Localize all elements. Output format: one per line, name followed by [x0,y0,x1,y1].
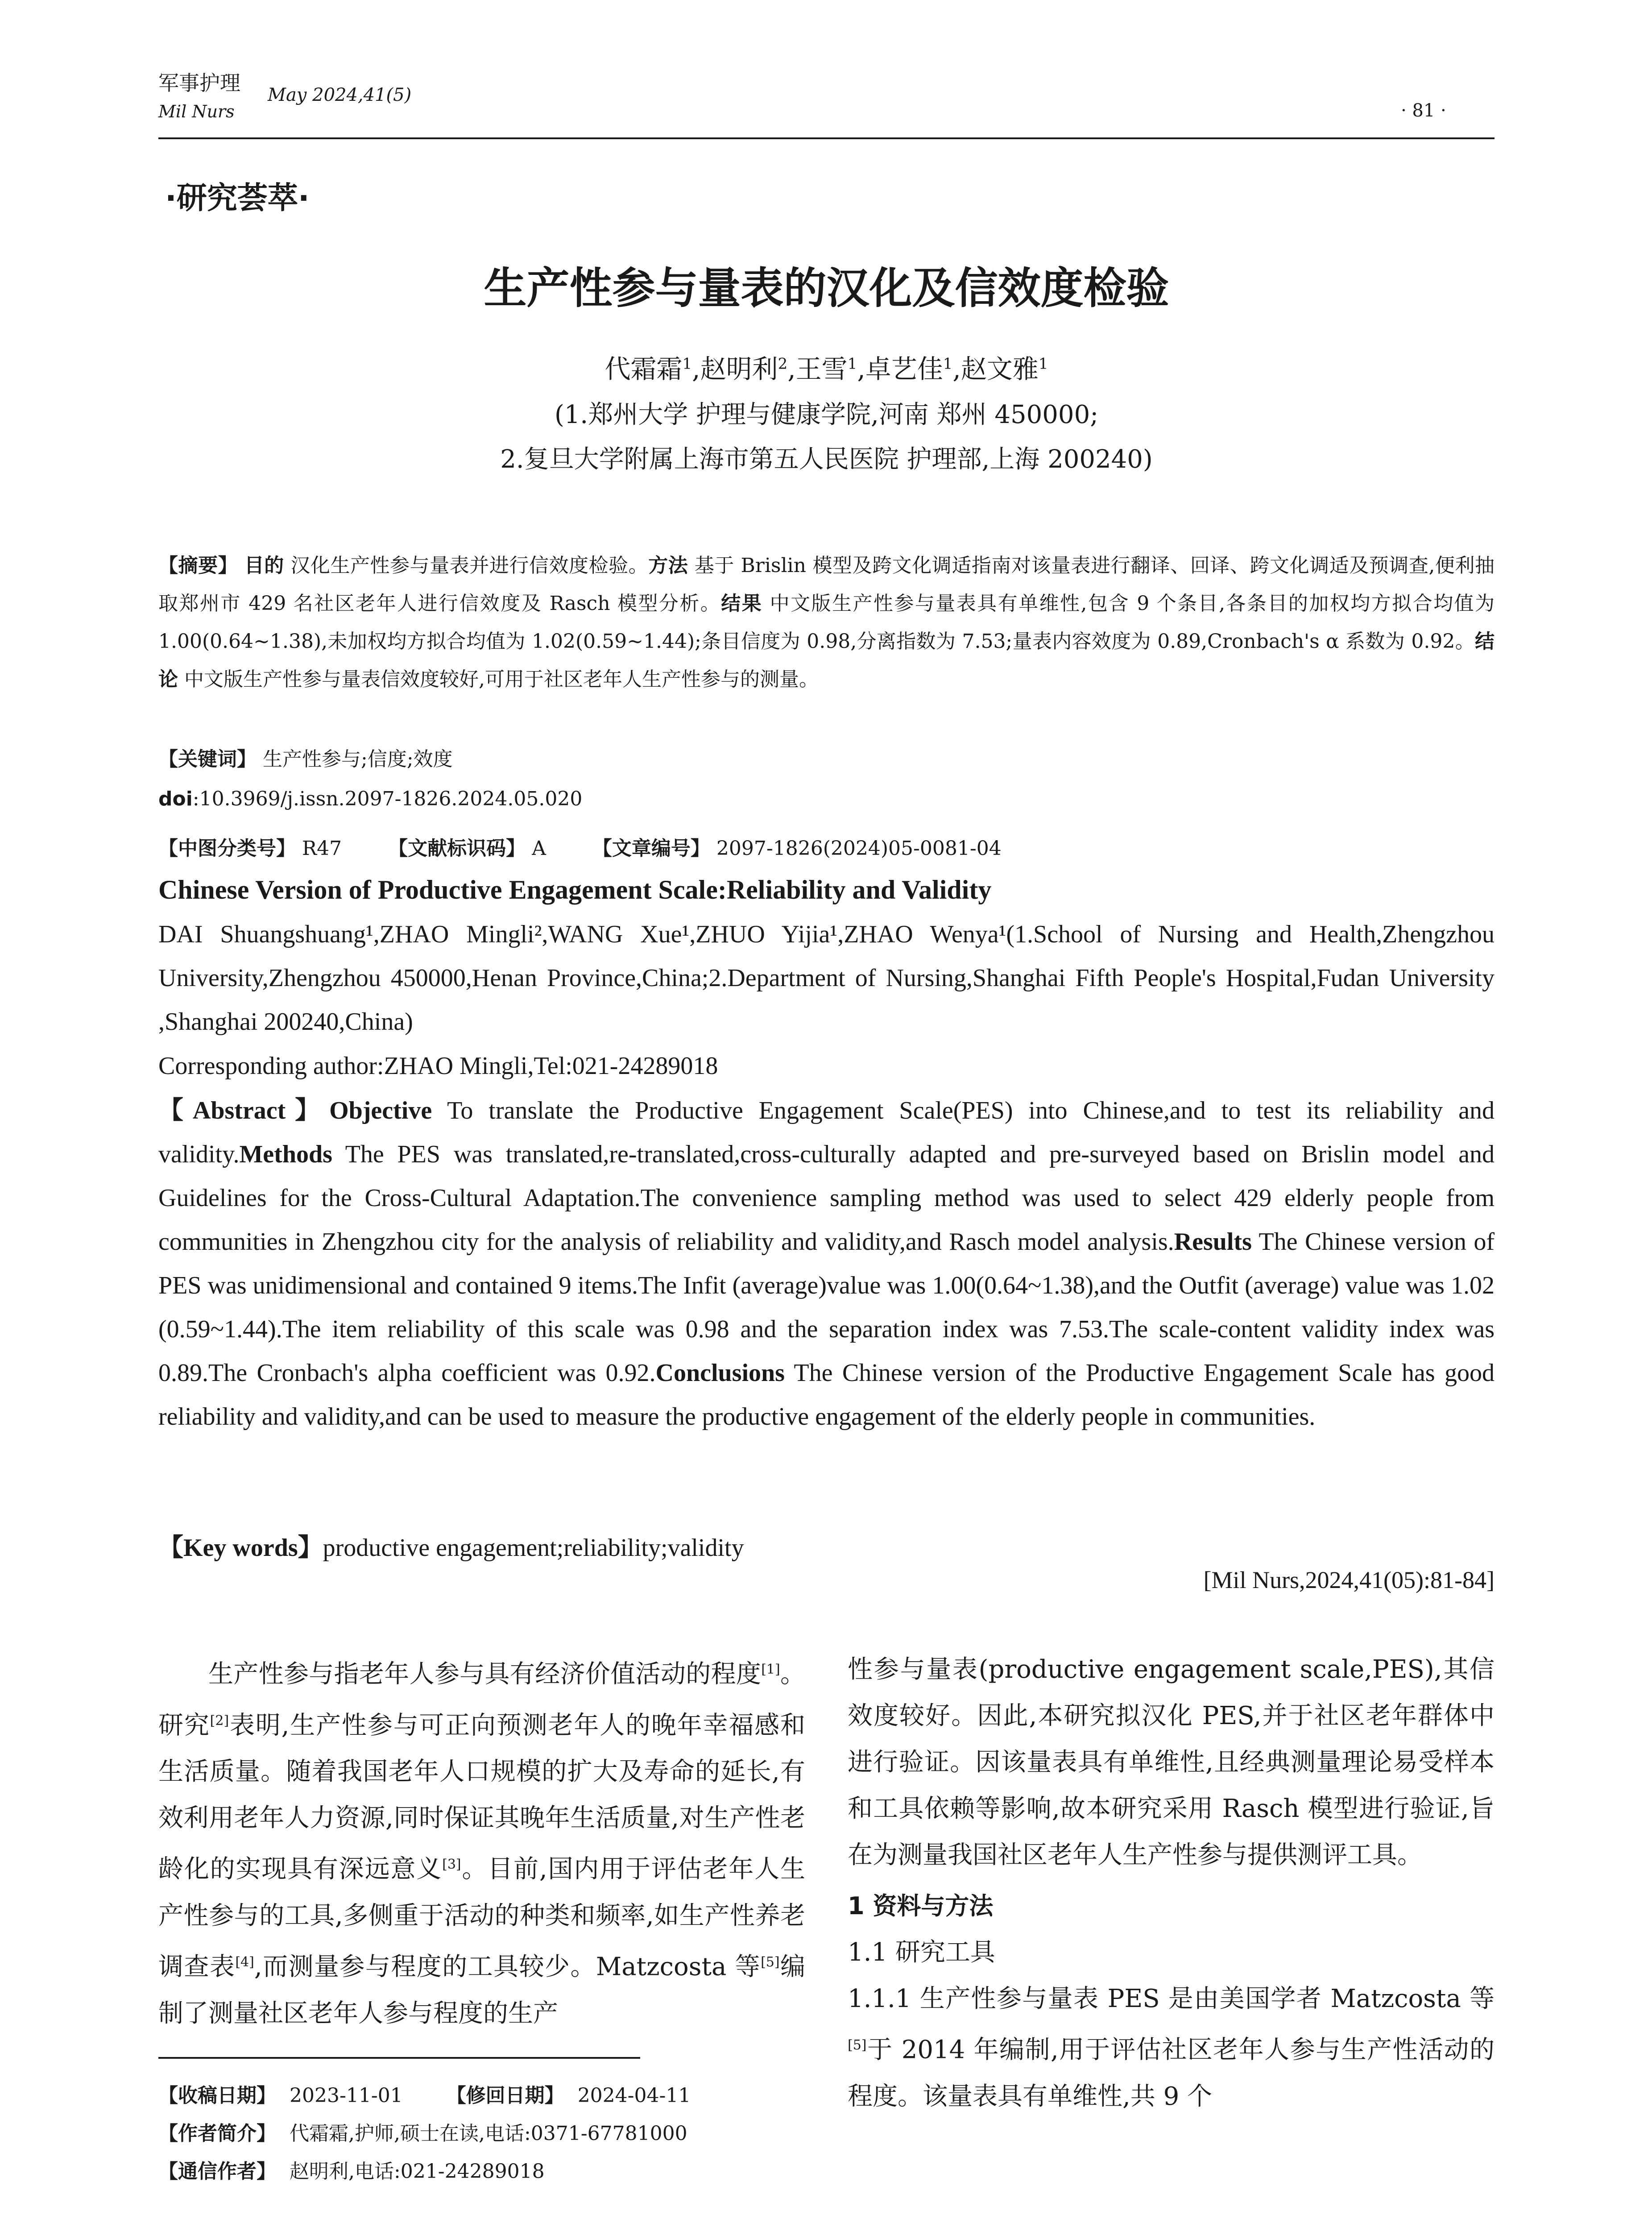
reference-mark: [3] [442,1857,461,1873]
objective-label: 目的 [244,554,284,577]
methods-text: The PES was translated,re-translated,cross-culturally adapted and pre-surveyed based on Brislin model and Guidelines for the Cross-Cultural Adaptation.The convenience sampling method was used to select 429 elderly people from communities in Zhengzhou city for the analysis of reliability and validity,and Rasch model analysis. [158,1140,1495,1256]
revised-date: 2024-04-11 [577,2084,691,2107]
abstract-label: 【Abstract】 [158,1097,330,1124]
keywords-line [158,743,453,771]
english-keywords [158,1526,1495,1570]
doi-label: doi [158,788,193,810]
reference-mark: [2] [210,1713,229,1729]
author-list: 代霜霜$^1$,赵明利$^2$,王雪$^1$,卓艺佳$^1$,赵文雅$^1$ [604,354,1048,384]
clc-label: 【中图分类号】 [158,837,296,860]
clc-value: R47 [302,837,342,860]
received-date: 2023-11-01 [290,2084,403,2107]
body-text: 表明,生产性参与可正向预测老年人的晚年幸福感和生活质量。随着我国老年人口规模的扩大及寿命的延长,有效利用老年人力资源,同时保证其晚年生活质量,对生产性老龄化的实现具有深远意义 [158,1711,805,1884]
author-affiliation-mark: 1 [1038,355,1048,373]
english-authors: DAI Shuangshuang¹,ZHAO Mingli²,WANG Xue¹,ZHUO Yijia¹,ZHAO Wenya¹(1.School of Nursing and Health,Zhengzhou University,Zhengzhou 450000,Henan Province,China;2.Department of Nursing,Shanghai Fifth People's Hospital,Fudan University ,Shanghai 200240,China) [158,921,1495,1036]
citation: [Mil Nurs,2024,41(05):81-84] [1203,1567,1495,1593]
results-text: The Chinese version of PES was unidimensional and contained 9 items.The Infit (average)value was 1.00(0.64~1.38),and the Outfit (average) value was 1.02 (0.59~1.44).The item reliability of this scale was 0.98 and the separation index was 7.53.The scale-content validity index was 0.89.The Cronbach's alpha coefficient was 0.92. [158,1228,1495,1387]
affiliation-line: 2.复旦大学附属上海市第五人民医院 护理部,上海 200240) [500,445,1153,474]
footnote-corresponding [158,2155,545,2184]
body-text: PES 是由美国学者 Matzcosta 等 [1107,1984,1495,2013]
paper-title: 生产性参与量表的汉化及信效度检验 [484,263,1169,313]
body-column-right [848,1646,1495,2120]
journal-name-en: Mil Nurs [158,102,235,121]
journal-name-cn: 军事护理 [158,71,240,95]
objective-label: Objective [329,1097,432,1124]
results-text: 中文版生产性参与量表具有单维性,包含 9 个条目,各条目的加权均方拟合均值为 1.00(0.64~1.38),未加权均方拟合均值为 1.02(0.59~1.44);条目信度为 0.98,分离指数为 7.53;量表内容效度为 0.89,Cronbach's α 系数为 0.92。 [158,592,1495,653]
body-paragraph: 性参与量表(productive engagement scale,PES),其信效度较好。因此,本研究拟汉化 PES,并于社区老年群体中进行验证。因该量表具有单维性,且经典测量理论易受样本和工具依赖等影响,故本研究采用 Rasch 模型进行验证,旨在为测量我国社区老年人生产性参与提供测评工具。 [848,1655,1495,1870]
keywords-value: productive engagement;reliability;validity [323,1534,744,1562]
corresponding-info: 赵明利,电话:021-24289018 [290,2160,545,2183]
keywords-label: 【Key words】 [158,1534,323,1562]
reference-mark: [5] [848,2037,867,2053]
english-abstract [158,1089,1495,1439]
body-text: 于 2014 年编制,用于评估社区老年人参与生产性活动的程度。该量表具有单维性,共 9 个 [848,2035,1495,2111]
conclusions-label: Conclusions [655,1359,785,1387]
reference-mark: [4] [235,1954,254,1970]
doi-line [158,788,582,810]
author-info: 代霜霜,护师,硕士在读,电话:0371-67781000 [290,2122,687,2145]
section-heading: 1 资料与方法 [848,1892,994,1920]
conclusion-label: 结论 [158,630,1495,691]
keywords-value: 生产性参与;信度;效度 [263,748,453,771]
body-column-left [158,1646,805,2037]
header-divider [158,137,1495,139]
section-tag: ·研究荟萃· [165,181,310,216]
author-name: 赵文雅 [961,354,1039,384]
body-text: 编制了测量社区老年人参与程度的生产 [158,1952,806,2028]
page-number: · 81 · [1401,100,1446,121]
received-label: 【收稿日期】 [158,2084,276,2107]
methods-label: Methods [239,1140,332,1168]
subsection-heading: 1.1 研究工具 [848,1938,995,1967]
doc-code-label: 【文献标识码】 [388,837,526,860]
author-name: 王雪 [795,354,848,384]
article-number-label: 【文章编号】 [592,837,710,860]
objective-text: To translate the Productive Engagement Scale(PES) into Chinese,and to test its reliability and validity. [158,1097,1495,1168]
corresponding-author: Corresponding author:ZHAO Mingli,Tel:021-24289018 [158,1052,718,1080]
body-text: 。研究 [158,1659,806,1740]
body-text: 。目前,国内用于评估老年人生产性参与的工具,多侧重于活动的种类和频率,如生产性养老调查表 [158,1854,805,1982]
body-text: ,而测量参与程度的工具较少。Matzcosta 等 [254,1952,761,1982]
english-title: Chinese Version of Productive Engagement Scale:Reliability and Validity [158,875,992,904]
conclusions-text: The Chinese version of the Productive Engagement Scale has good reliability and validity,and can be used to measure the productive engagement of the elderly people in communities. [158,1359,1495,1431]
author-name: 卓艺佳 [865,354,943,384]
conclusion-text: 中文版生产性参与量表信效度较好,可用于社区老年人生产性参与的测量。 [184,668,819,691]
methods-label: 方法 [648,554,688,577]
author-name: 赵明利 [700,354,778,384]
body-text: 生产性参与指老年人参与具有经济价值活动的程度 [208,1659,762,1689]
article-number-value: 2097-1826(2024)05-0081-04 [716,837,1002,860]
doc-code-value: A [532,837,546,860]
revised-label: 【修回日期】 [446,2084,564,2107]
keywords-label: 【关键词】 [158,748,257,771]
footnote-author-info [158,2117,687,2146]
results-label: 结果 [721,592,763,615]
subsubsection [848,1976,1495,2120]
author-affiliation-mark: 1 [943,355,953,373]
author-name: 代霜霜 [604,354,683,384]
author-affiliation-mark: 1 [682,355,692,373]
affiliation-line: (1.郑州大学 护理与健康学院,河南 郑州 450000; [554,400,1099,429]
subsubsection-heading: 1.1.1 生产性参与量表 [848,1984,1099,2013]
footnote-divider [158,2057,640,2059]
classification-line [158,832,1002,861]
author-affiliation-mark: 1 [847,355,857,373]
author-info-label: 【作者简介】 [158,2122,276,2145]
methods-text: 基于 Brislin 模型及跨文化调适指南对该量表进行翻译、回译、跨文化调适及预调查,便利抽取郑州市 429 名社区老年人进行信效度及 Rasch 模型分析。 [158,554,1495,615]
chinese-abstract [158,547,1495,698]
footnote-dates [158,2079,691,2108]
author-affiliation-mark: 2 [778,355,788,373]
reference-mark: [1] [761,1662,780,1677]
objective-text: 汉化生产性参与量表并进行信效度检验。 [290,554,649,577]
results-label: Results [1174,1228,1252,1256]
issue-info: May 2024,41(5) [268,85,412,105]
reference-mark: [5] [761,1954,780,1970]
corresponding-label: 【通信作者】 [158,2160,276,2183]
doi-value: :10.3969/j.issn.2097-1826.2024.05.020 [192,788,583,810]
abstract-label: 【摘要】 [158,554,238,577]
